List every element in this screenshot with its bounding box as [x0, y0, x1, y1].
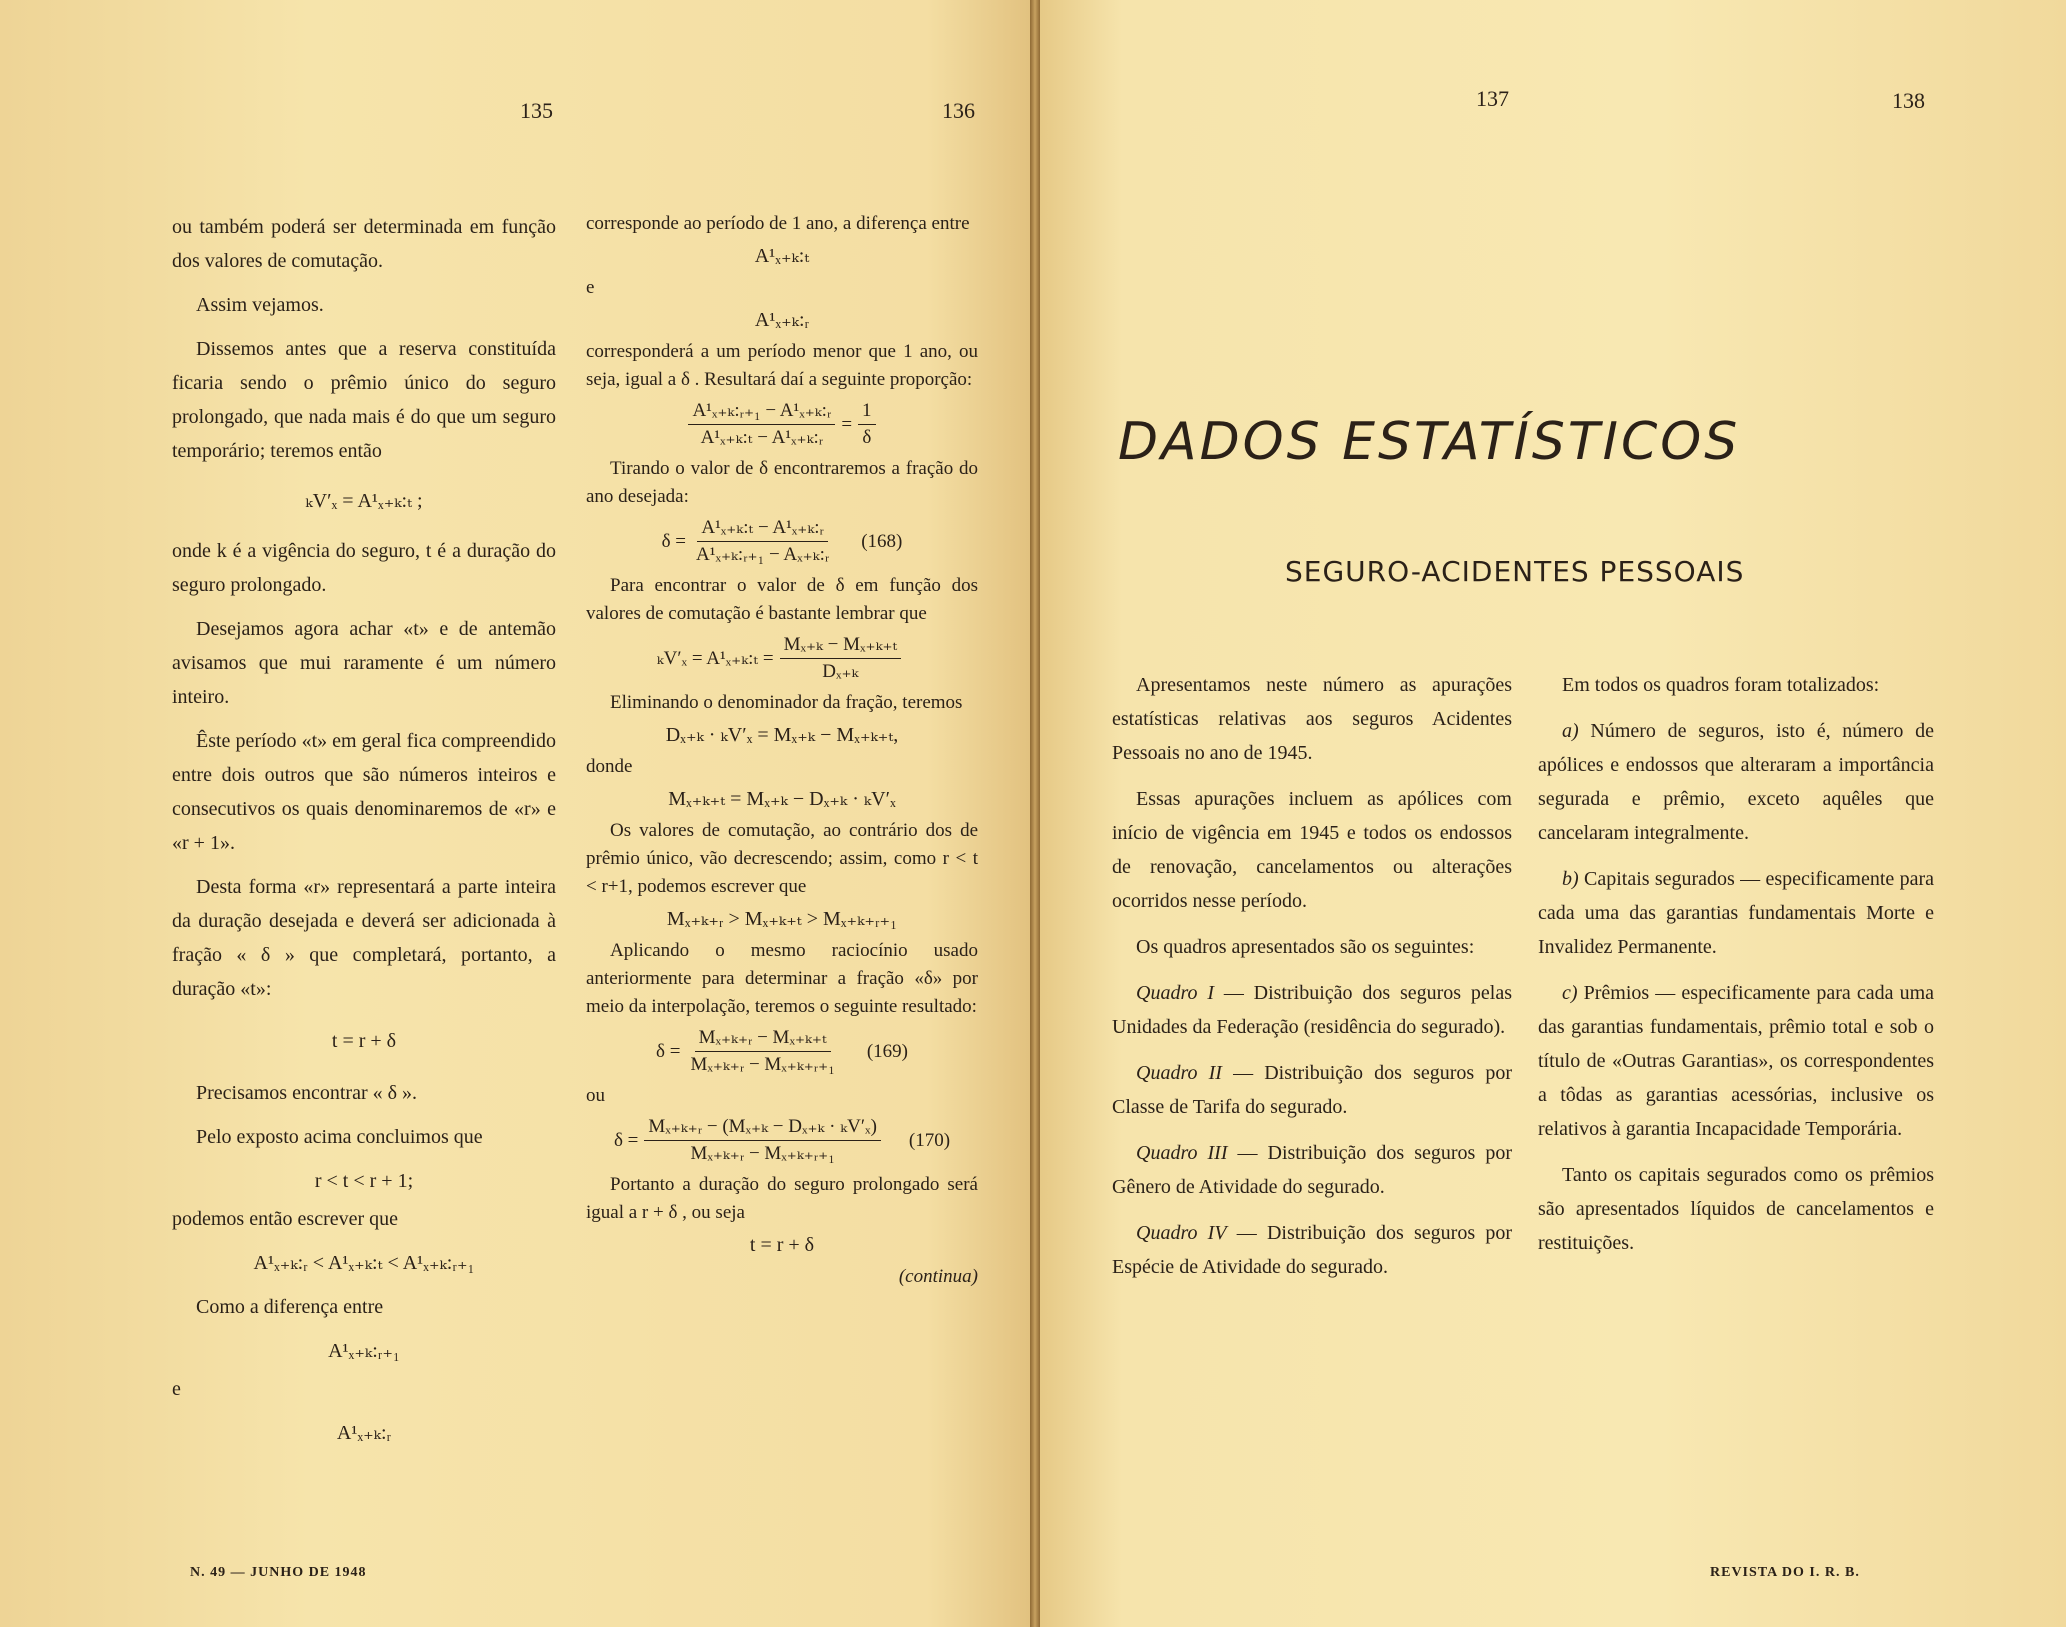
fraction [780, 632, 902, 685]
formula: Dₓ₊ₖ · ₖV′ₓ = Mₓ₊ₖ − Mₓ₊ₖ₊ₜ, [665, 724, 899, 746]
denominator: Dₓ₊ₖ [822, 661, 859, 682]
paragraph: Precisamos encontrar « δ ». [196, 1082, 418, 1104]
formula: A¹ₓ₊ₖ:ᵣ₊₁ [328, 1340, 400, 1362]
list-item [1538, 976, 1934, 1146]
list-text: Capitais segurados — especificamente para cada uma das garantias fundamentais Morte e Invalidez Permanente. [1538, 868, 1934, 958]
paragraph: Tanto os capitais segurados como os prêmios são apresentados líquidos de cancelamentos e restituições. [1538, 1164, 1934, 1254]
list-marker: a) [1562, 720, 1579, 742]
quadro-label: Quadro III [1136, 1142, 1228, 1164]
list-marker: c) [1562, 982, 1578, 1004]
page-number-136: 136 [942, 98, 975, 123]
fraction [644, 1114, 881, 1167]
numerator: Mₓ₊ₖ₊ᵣ − (Mₓ₊ₖ − Dₓ₊ₖ · ₖV′ₓ) [644, 1114, 881, 1141]
equation-lhs: δ = [656, 1040, 681, 1062]
quadro-description: — Distribuição dos seguros por Classe de Tarifa do segurado. [1112, 1062, 1512, 1118]
equation-number: (169) [866, 1040, 908, 1062]
fraction [858, 398, 876, 451]
equation-number: (168) [861, 530, 903, 552]
paragraph: Portanto a duração do seguro prolongado será igual a r + δ , ou seja [586, 1174, 978, 1223]
list-item [1538, 714, 1934, 850]
paragraph: ou [586, 1085, 605, 1106]
paragraph: corresponde ao período de 1 ano, a diferença entre [586, 213, 970, 234]
left-page-column-2 [586, 210, 978, 1291]
article-title: SEGURO-ACIDENTES PESSOAIS [1285, 555, 1745, 588]
numerator: 1 [858, 398, 876, 425]
paragraph: donde [586, 756, 633, 777]
equation-169 [586, 1025, 978, 1078]
denominator: Mₓ₊ₖ₊ᵣ − Mₓ₊ₖ₊ᵣ₊₁ [690, 1054, 835, 1075]
footer-issue: N. 49 — JUNHO DE 1948 [190, 1565, 367, 1580]
numerator: Mₓ₊ₖ − Mₓ₊ₖ₊ₜ [780, 632, 902, 659]
paragraph: Dissemos antes que a reserva constituída ficaria sendo o prêmio único do seguro prolongado, que nada mais é do que um seguro temporário; teremos então [172, 338, 556, 462]
equation-proportion [586, 398, 978, 451]
paragraph: Essas apurações incluem as apólices com início de vigência em 1945 e todos os endossos de renovação, cancelamentos ou alterações ocorridos nesse período. [1112, 788, 1512, 912]
quadro-label: Quadro IV [1136, 1222, 1227, 1244]
paragraph: Êste período «t» em geral fica compreendido entre dois outros que são números inteiros e consecutivos os quais denominaremos de «r» e «r + 1». [172, 730, 556, 854]
paragraph: Tirando o valor de δ encontraremos a fração do ano desejada: [586, 458, 978, 507]
equals-sign: = [841, 413, 853, 435]
equation-number: (170) [908, 1129, 951, 1151]
numerator: A¹ₓ₊ₖ:ᵣ₊₁ − A¹ₓ₊ₖ:ᵣ [688, 398, 835, 425]
right-page-column-2 [1538, 668, 1934, 1272]
equation-lhs: ₖV′ₓ = A¹ₓ₊ₖ:ₜ = [656, 647, 774, 669]
formula: Mₓ₊ₖ₊ₜ = Mₓ₊ₖ − Dₓ₊ₖ · ₖV′ₓ [668, 788, 896, 810]
paragraph: Desta forma «r» representará a parte inteira da duração desejada e deverá ser adicionada à fração « δ » que completará, portanto, a duração «t»: [172, 876, 556, 1000]
right-page-column-1 [1112, 668, 1512, 1296]
fraction [688, 398, 835, 451]
book-gutter [1030, 0, 1040, 1627]
paragraph: podemos então escrever que [172, 1208, 399, 1230]
equation-168 [586, 515, 978, 568]
left-page-column-1 [172, 210, 556, 1454]
numerator: A¹ₓ₊ₖ:ₜ − A¹ₓ₊ₖ:ᵣ [697, 515, 828, 542]
formula: A¹ₓ₊ₖ:ᵣ [336, 1422, 392, 1444]
paragraph: Em todos os quadros foram totalizados: [1562, 674, 1880, 696]
quadro-description: — Distribuição dos seguros por Gênero de Atividade do segurado. [1112, 1142, 1512, 1198]
formula: A¹ₓ₊ₖ:ₜ [754, 245, 810, 267]
formula: ₖV′ₓ = A¹ₓ₊ₖ:ₜ ; [305, 490, 423, 512]
paragraph: Os quadros apresentados são os seguintes: [1136, 936, 1475, 958]
formula: t = r + δ [749, 1234, 815, 1256]
quadro-item [1112, 1136, 1512, 1204]
page-number-135: 135 [520, 98, 553, 123]
paragraph: Eliminando o denominador da fração, teremos [610, 692, 963, 713]
denominator: δ [862, 427, 872, 448]
quadro-item [1112, 1216, 1512, 1284]
equation-170 [586, 1114, 978, 1167]
page-number-138: 138 [1892, 88, 1925, 113]
equation-reserve [586, 632, 978, 685]
quadro-description: — Distribuição dos seguros por Espécie de Atividade do segurado. [1112, 1222, 1512, 1278]
paragraph: Como a diferença entre [196, 1296, 384, 1318]
formula: t = r + δ [331, 1030, 397, 1052]
fraction [686, 1025, 838, 1078]
quadro-label: Quadro I [1136, 982, 1214, 1004]
paragraph: e [172, 1378, 181, 1400]
quadro-label: Quadro II [1136, 1062, 1222, 1084]
list-item [1538, 862, 1934, 964]
quadro-item [1112, 1056, 1512, 1124]
paragraph: Para encontrar o valor de δ em função dos valores de comutação é bastante lembrar que [586, 575, 978, 624]
list-text: Prêmios — especificamente para cada uma das garantias fundamentais, prêmio total e sob o título de «Outras Garantias», os correspondentes a tôdas as garantias acessórias, inclusive os relativos à garantia Incapacidade Temporária. [1538, 982, 1934, 1140]
denominator: A¹ₓ₊ₖ:ᵣ₊₁ − Aₓ₊ₖ:ᵣ [696, 544, 830, 565]
formula: Mₓ₊ₖ₊ᵣ > Mₓ₊ₖ₊ₜ > Mₓ₊ₖ₊ᵣ₊₁ [666, 908, 898, 930]
continued-note: (continua) [898, 1266, 978, 1287]
paragraph: Os valores de comutação, ao contrário dos de prêmio único, vão decrescendo; assim, como r < t < r+1, podemos escrever que [586, 820, 978, 897]
page-number-137: 137 [1476, 86, 1509, 111]
formula: A¹ₓ₊ₖ:ᵣ [754, 309, 810, 331]
quadro-description: — Distribuição dos seguros pelas Unidades da Federação (residência do segurado). [1112, 982, 1512, 1038]
quadro-item [1112, 976, 1512, 1044]
denominator: Mₓ₊ₖ₊ᵣ − Mₓ₊ₖ₊ᵣ₊₁ [690, 1143, 835, 1164]
list-text: Número de seguros, isto é, número de apólices e endossos que alteraram a importância segurada e prêmio, exceto aquêles que cancelaram integralmente. [1538, 720, 1934, 844]
list-marker: b) [1562, 868, 1579, 890]
numerator: Mₓ₊ₖ₊ᵣ − Mₓ₊ₖ₊ₜ [695, 1025, 831, 1052]
section-heading: DADOS ESTATÍSTICOS [1118, 412, 1741, 472]
denominator: A¹ₓ₊ₖ:ₜ − A¹ₓ₊ₖ:ᵣ [700, 427, 824, 448]
paragraph: Aplicando o mesmo raciocínio usado anteriormente para determinar a fração «δ» por meio da interpolação, teremos o seguinte resultado: [586, 940, 978, 1017]
formula: A¹ₓ₊ₖ:ᵣ < A¹ₓ₊ₖ:ₜ < A¹ₓ₊ₖ:ᵣ₊₁ [253, 1252, 475, 1274]
right-page [1040, 0, 2066, 1627]
paragraph: e [586, 277, 595, 298]
paragraph: Apresentamos neste número as apurações estatísticas relativas aos seguros Acidentes Pessoais no ano de 1945. [1112, 674, 1512, 764]
paragraph: Desejamos agora achar «t» e de antemão avisamos que mui raramente é um número inteiro. [172, 618, 556, 708]
paragraph: corresponderá a um período menor que 1 ano, ou seja, igual a δ . Resultará daí a seguinte proporção: [586, 341, 978, 390]
paragraph: Assim vejamos. [196, 294, 324, 316]
paragraph: ou também poderá ser determinada em função dos valores de comutação. [172, 216, 556, 272]
formula: r < t < r + 1; [314, 1170, 414, 1192]
fraction [692, 515, 833, 568]
equation-lhs: δ = [661, 530, 687, 552]
equation-lhs: δ = [613, 1129, 639, 1151]
paragraph: onde k é a vigência do seguro, t é a duração do seguro prolongado. [172, 540, 556, 596]
paragraph: Pelo exposto acima concluimos que [196, 1126, 483, 1148]
footer-journal: REVISTA DO I. R. B. [1710, 1565, 1860, 1580]
